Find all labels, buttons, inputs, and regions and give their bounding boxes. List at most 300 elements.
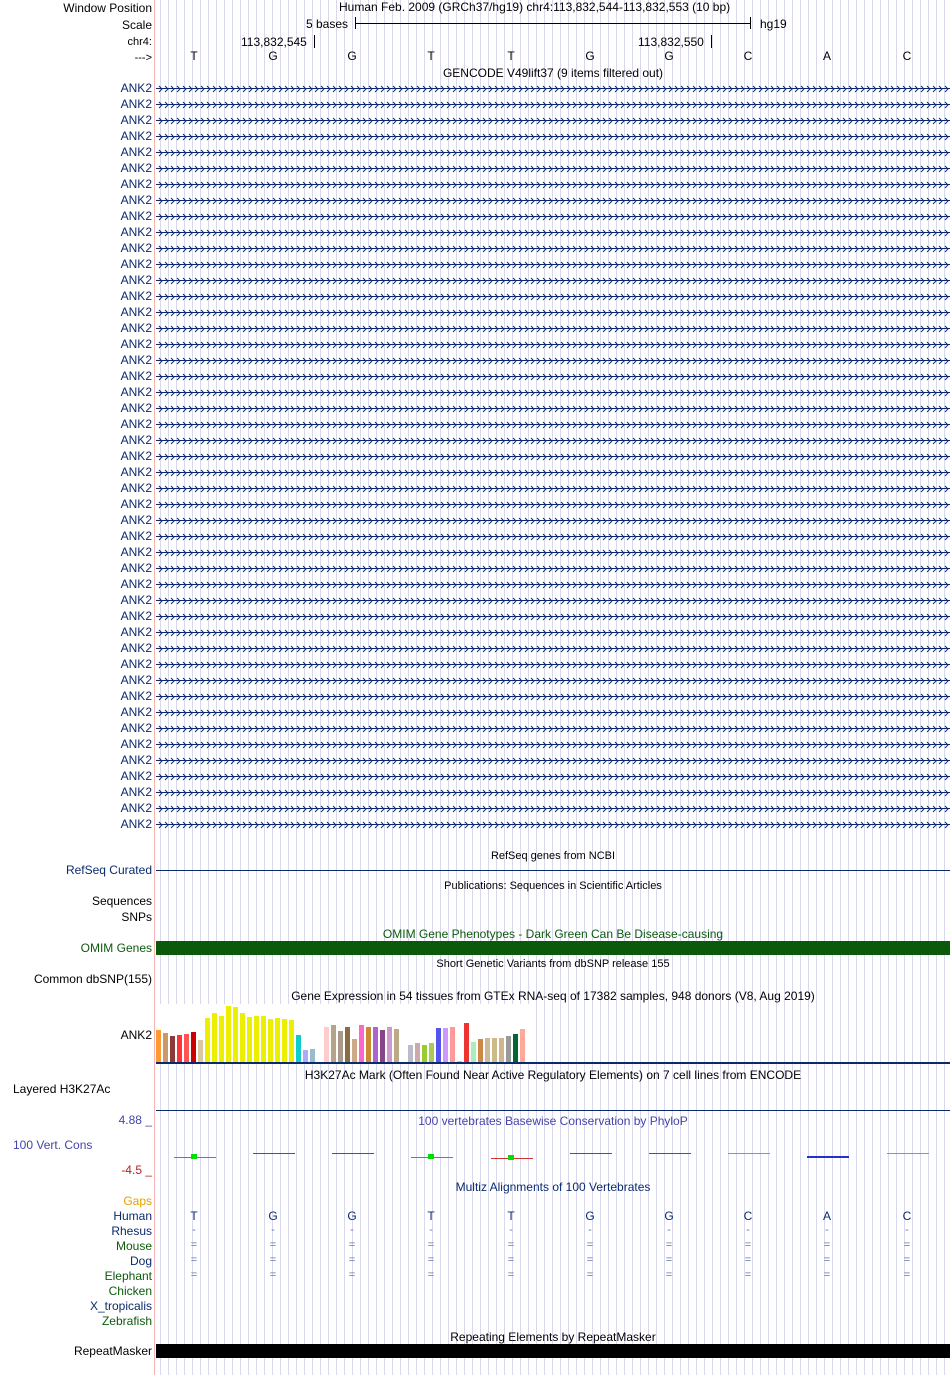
gencode-strand-arrows[interactable] — [158, 789, 950, 797]
gencode-gene-label[interactable]: ANK2 — [120, 513, 152, 527]
alignment-mark: = — [507, 1254, 515, 1266]
gencode-gene-label[interactable]: ANK2 — [120, 769, 152, 783]
gencode-strand-arrows[interactable] — [158, 757, 950, 765]
alignment-mark: - — [271, 1224, 275, 1236]
grid-line — [944, 0, 945, 1375]
phylop-track-title[interactable]: 100 vertebrates Basewise Conservation by PhyloP — [418, 1114, 688, 1128]
alignment-mark: - — [667, 1224, 671, 1236]
base-G: G — [347, 1209, 357, 1223]
grid-line — [560, 0, 561, 1375]
gencode-gene-label[interactable]: ANK2 — [120, 721, 152, 735]
gencode-strand-arrows[interactable] — [158, 197, 950, 205]
gencode-gene-label[interactable]: ANK2 — [120, 433, 152, 447]
gencode-gene-label[interactable]: ANK2 — [120, 561, 152, 575]
gencode-strand-arrows[interactable] — [158, 693, 950, 701]
phylop-score-peak[interactable] — [191, 1154, 197, 1159]
base-C: C — [902, 1209, 912, 1223]
gencode-gene-label[interactable]: ANK2 — [120, 529, 152, 543]
scale-bar-right-tick — [750, 17, 751, 29]
gtex-tissue-bar[interactable] — [198, 1040, 203, 1062]
phylop-score-mark[interactable] — [332, 1153, 374, 1154]
omim-track-label[interactable]: OMIM Genes — [80, 941, 152, 955]
gencode-gene-label[interactable]: ANK2 — [120, 257, 152, 271]
grid-line — [216, 0, 217, 1375]
gtex-tissue-bar[interactable] — [492, 1038, 497, 1062]
gtex-tissue-bar[interactable] — [366, 1027, 371, 1062]
gencode-gene-label[interactable]: ANK2 — [120, 657, 152, 671]
gencode-strand-arrows[interactable] — [158, 181, 950, 189]
sidebar-separator — [154, 0, 155, 1375]
alignment-mark: = — [348, 1239, 356, 1251]
grid-line — [344, 0, 345, 1375]
base-C: C — [743, 1209, 753, 1223]
gencode-strand-arrows[interactable] — [158, 581, 950, 589]
gtex-tissue-bar[interactable] — [394, 1029, 399, 1062]
alignment-mark: = — [586, 1254, 594, 1266]
gtex-tissue-bar[interactable] — [191, 1032, 196, 1062]
grid-line — [392, 0, 393, 1375]
gtex-tissue-bar[interactable] — [310, 1049, 315, 1062]
repeatmasker-track-label[interactable]: RepeatMasker — [73, 1344, 152, 1358]
grid-line — [536, 0, 537, 1375]
gencode-gene-label[interactable]: ANK2 — [120, 417, 152, 431]
alignment-mark: = — [823, 1269, 831, 1281]
dbsnp-track-title[interactable]: Short Genetic Variants from dbSNP release 155 — [436, 958, 670, 970]
omim-feature-bar[interactable] — [156, 941, 950, 955]
base-G: G — [268, 49, 278, 63]
grid-line — [504, 0, 505, 1375]
phylop-track-label[interactable]: 100 Vert. Cons — [13, 1138, 93, 1152]
gencode-track-title[interactable]: GENCODE V49lift37 (9 items filtered out) — [442, 66, 664, 80]
gencode-gene-label[interactable]: ANK2 — [120, 273, 152, 287]
gencode-gene-label[interactable]: ANK2 — [120, 353, 152, 367]
gencode-strand-arrows[interactable] — [158, 677, 950, 685]
grid-line — [792, 0, 793, 1375]
gencode-strand-arrows[interactable] — [158, 501, 950, 509]
gencode-gene-label[interactable]: ANK2 — [120, 193, 152, 207]
phylop-score-negative[interactable] — [807, 1156, 849, 1158]
gencode-gene-label[interactable]: ANK2 — [120, 545, 152, 559]
phylop-score-mark[interactable] — [728, 1153, 770, 1154]
grid-line — [304, 0, 305, 1375]
gtex-tissue-bar[interactable] — [422, 1045, 427, 1062]
dbsnp-track-label[interactable]: Common dbSNP(155) — [33, 972, 152, 986]
grid-line — [728, 0, 729, 1375]
alignment-mark: = — [190, 1254, 198, 1266]
multiz-species-label[interactable]: Chicken — [108, 1284, 152, 1298]
gtex-tissue-bar[interactable] — [261, 1016, 266, 1062]
h3k27ac-track-label[interactable]: Layered H3K27Ac — [13, 1082, 111, 1096]
gtex-tissue-bar[interactable] — [303, 1050, 308, 1062]
gtex-tissue-bar[interactable] — [254, 1016, 259, 1062]
multiz-species-label[interactable]: Zebrafish — [101, 1314, 152, 1328]
grid-line — [848, 0, 849, 1375]
gencode-strand-arrows[interactable] — [158, 773, 950, 781]
grid-line — [800, 0, 801, 1375]
multiz-species-label[interactable]: Mouse — [115, 1239, 152, 1253]
gencode-strand-arrows[interactable] — [158, 149, 950, 157]
gencode-strand-arrows[interactable] — [158, 341, 950, 349]
gencode-gene-label[interactable]: ANK2 — [120, 801, 152, 815]
grid-line — [440, 0, 441, 1375]
phylop-score-mark[interactable] — [887, 1153, 929, 1154]
gtex-tissue-bar[interactable] — [408, 1045, 413, 1062]
repeatmasker-feature-bar[interactable] — [156, 1344, 950, 1358]
base-C: C — [743, 49, 753, 63]
alignment-mark: = — [586, 1239, 594, 1251]
gtex-tissue-bar[interactable] — [499, 1038, 504, 1062]
gencode-strand-arrows[interactable] — [158, 565, 950, 573]
refseq-track-title[interactable]: RefSeq genes from NCBI — [490, 850, 616, 862]
gtex-bars[interactable] — [156, 1004, 532, 1062]
h3k27ac-track-title[interactable]: H3K27Ac Mark (Often Found Near Active Regulatory Elements) on 7 cell lines from ENCODE — [304, 1068, 802, 1082]
phylop-score-peak[interactable] — [508, 1155, 514, 1160]
grid-line — [224, 0, 225, 1375]
grid-line — [856, 0, 857, 1375]
grid-line — [544, 0, 545, 1375]
gencode-gene-label[interactable]: ANK2 — [120, 641, 152, 655]
grid-line — [832, 0, 833, 1375]
gencode-strand-arrows[interactable] — [158, 613, 950, 621]
grid-line — [688, 0, 689, 1375]
multiz-track-title[interactable]: Multiz Alignments of 100 Vertebrates — [455, 1180, 651, 1194]
gtex-tissue-bar[interactable] — [436, 1028, 441, 1062]
gencode-strand-arrows[interactable] — [158, 229, 950, 237]
multiz-species-label[interactable]: Dog — [129, 1254, 152, 1268]
grid-line — [680, 0, 681, 1375]
gencode-strand-arrows[interactable] — [158, 213, 950, 221]
gencode-gene-label[interactable]: ANK2 — [120, 81, 152, 95]
gtex-tissue-bar[interactable] — [338, 1031, 343, 1062]
grid-line — [240, 0, 241, 1375]
grid-line — [296, 0, 297, 1375]
alignment-mark: - — [192, 1224, 196, 1236]
gencode-strand-arrows[interactable] — [158, 453, 950, 461]
gtex-tissue-bar[interactable] — [443, 1028, 448, 1062]
grid-line — [840, 0, 841, 1375]
gencode-strand-arrows[interactable] — [158, 805, 950, 813]
gencode-strand-arrows[interactable] — [158, 309, 950, 317]
gencode-gene-label[interactable]: ANK2 — [120, 705, 152, 719]
grid-line — [616, 0, 617, 1375]
gencode-strand-arrows[interactable] — [158, 485, 950, 493]
alignment-mark: - — [746, 1224, 750, 1236]
gtex-tissue-bar[interactable] — [513, 1034, 518, 1062]
gencode-strand-arrows[interactable] — [158, 421, 950, 429]
scale-bar — [355, 23, 751, 24]
gencode-gene-label[interactable]: ANK2 — [120, 209, 152, 223]
grid-line — [640, 0, 641, 1375]
gtex-tissue-bar[interactable] — [289, 1020, 294, 1062]
gtex-tissue-bar[interactable] — [464, 1023, 469, 1062]
gencode-strand-arrows[interactable] — [158, 469, 950, 477]
grid-line — [184, 0, 185, 1375]
base-C: C — [902, 49, 912, 63]
phylop-score-peak[interactable] — [428, 1154, 434, 1159]
grid-line — [760, 0, 761, 1375]
grid-line — [312, 0, 313, 1375]
phylop-score-mark[interactable] — [253, 1153, 295, 1154]
base-G: G — [268, 1209, 278, 1223]
alignment-mark: = — [823, 1254, 831, 1266]
gtex-tissue-bar[interactable] — [212, 1013, 217, 1062]
window-position-label: Window Position — [63, 1, 152, 15]
omim-track-title[interactable]: OMIM Gene Phenotypes - Dark Green Can Be Disease-causing — [382, 927, 724, 941]
grid-line — [328, 0, 329, 1375]
grid-line — [352, 0, 353, 1375]
multiz-species-label[interactable]: X_tropicalis — [89, 1299, 152, 1313]
gtex-tissue-bar[interactable] — [429, 1043, 434, 1062]
grid-line — [424, 0, 425, 1375]
gencode-gene-label[interactable]: ANK2 — [120, 113, 152, 127]
gencode-strand-arrows[interactable] — [158, 101, 950, 109]
gtex-tissue-bar[interactable] — [275, 1018, 280, 1062]
gencode-gene-label[interactable]: ANK2 — [120, 577, 152, 591]
alignment-mark: = — [665, 1269, 673, 1281]
gtex-tissue-bar[interactable] — [506, 1036, 511, 1062]
phylop-score-mark[interactable] — [570, 1153, 612, 1154]
gencode-strand-arrows[interactable] — [158, 549, 950, 557]
gencode-strand-arrows[interactable] — [158, 405, 950, 413]
base-T: T — [190, 1209, 198, 1223]
gencode-strand-arrows[interactable] — [158, 533, 950, 541]
alignment-mark: - — [588, 1224, 592, 1236]
grid-line — [448, 0, 449, 1375]
gencode-gene-label[interactable]: ANK2 — [120, 289, 152, 303]
gencode-strand-arrows[interactable] — [158, 597, 950, 605]
alignment-mark: = — [903, 1254, 911, 1266]
alignment-mark: - — [905, 1224, 909, 1236]
gencode-strand-arrows[interactable] — [158, 517, 950, 525]
gtex-tissue-bar[interactable] — [380, 1030, 385, 1062]
scale-text: 5 bases — [306, 17, 349, 31]
gtex-tissue-bar[interactable] — [282, 1019, 287, 1062]
gencode-strand-arrows[interactable] — [158, 293, 950, 301]
gencode-strand-arrows[interactable] — [158, 725, 950, 733]
alignment-mark: = — [427, 1254, 435, 1266]
gencode-strand-arrows[interactable] — [158, 325, 950, 333]
grid-line — [376, 0, 377, 1375]
gencode-strand-arrows[interactable] — [158, 709, 950, 717]
gtex-tissue-bar[interactable] — [520, 1029, 525, 1062]
grid-line — [768, 0, 769, 1375]
gencode-gene-label[interactable]: ANK2 — [120, 369, 152, 383]
grid-line — [528, 0, 529, 1375]
grid-line — [776, 0, 777, 1375]
refseq-line[interactable] — [156, 870, 950, 871]
publications-track-title[interactable]: Publications: Sequences in Scientific Articles — [444, 880, 662, 892]
gencode-strand-arrows[interactable] — [158, 165, 950, 173]
gencode-strand-arrows[interactable] — [158, 245, 950, 253]
gencode-gene-label[interactable]: ANK2 — [120, 129, 152, 143]
gtex-tissue-bar[interactable] — [205, 1018, 210, 1062]
gencode-gene-label[interactable]: ANK2 — [120, 449, 152, 463]
gencode-gene-label[interactable]: ANK2 — [120, 305, 152, 319]
multiz-species-label[interactable]: Elephant — [104, 1269, 152, 1283]
gencode-gene-label[interactable]: ANK2 — [120, 593, 152, 607]
grid-line — [320, 0, 321, 1375]
gencode-strand-arrows[interactable] — [158, 389, 950, 397]
alignment-mark: = — [744, 1254, 752, 1266]
grid-line — [456, 0, 457, 1375]
base-A: A — [822, 1209, 831, 1223]
grid-line — [208, 0, 209, 1375]
alignment-mark: = — [903, 1239, 911, 1251]
grid-line — [568, 0, 569, 1375]
gencode-gene-label[interactable]: ANK2 — [120, 385, 152, 399]
gencode-strand-arrows[interactable] — [158, 821, 950, 829]
grid-line — [200, 0, 201, 1375]
gencode-gene-label[interactable]: ANK2 — [120, 673, 152, 687]
gtex-tissue-bar[interactable] — [485, 1038, 490, 1062]
gtex-tissue-bar[interactable] — [450, 1027, 455, 1062]
base-G: G — [585, 1209, 595, 1223]
gtex-tissue-bar[interactable] — [415, 1043, 420, 1062]
gtex-tissue-bar[interactable] — [268, 1019, 273, 1062]
alignment-mark: = — [665, 1239, 673, 1251]
grid-line — [264, 0, 265, 1375]
gencode-strand-arrows[interactable] — [158, 373, 950, 381]
refseq-track-label[interactable]: RefSeq Curated — [65, 863, 152, 877]
base-T: T — [507, 1209, 515, 1223]
gtex-tissue-bar[interactable] — [226, 1006, 231, 1062]
gtex-tissue-bar[interactable] — [373, 1027, 378, 1062]
coord-right: 113,832,550 — [638, 35, 704, 49]
alignment-mark: = — [665, 1254, 673, 1266]
publications-snps-label[interactable]: SNPs — [121, 910, 152, 924]
base-T: T — [427, 1209, 435, 1223]
gencode-gene-label[interactable]: ANK2 — [120, 161, 152, 175]
gencode-gene-label[interactable]: ANK2 — [120, 737, 152, 751]
multiz-species-label[interactable]: Gaps — [123, 1194, 152, 1208]
grid-line — [608, 0, 609, 1375]
gencode-gene-label[interactable]: ANK2 — [120, 689, 152, 703]
grid-line — [488, 0, 489, 1375]
gtex-bar-area[interactable] — [156, 1004, 532, 1062]
grid-line — [496, 0, 497, 1375]
alignment-mark: = — [348, 1254, 356, 1266]
h3k27ac-baseline — [156, 1110, 950, 1111]
grid-line — [648, 0, 649, 1375]
gencode-strand-arrows[interactable] — [158, 629, 950, 637]
base-G: G — [664, 1209, 674, 1223]
grid-line — [272, 0, 273, 1375]
gtex-tissue-bar[interactable] — [478, 1039, 483, 1062]
gtex-tissue-bar[interactable] — [352, 1039, 357, 1062]
gencode-strand-arrows[interactable] — [158, 741, 950, 749]
gencode-gene-label[interactable]: ANK2 — [120, 817, 152, 831]
grid-line — [872, 0, 873, 1375]
gencode-strand-arrows[interactable] — [158, 277, 950, 285]
gencode-gene-label[interactable]: ANK2 — [120, 225, 152, 239]
gencode-strand-arrows[interactable] — [158, 357, 950, 365]
scale-label: Scale — [121, 18, 152, 32]
gtex-tissue-bar[interactable] — [240, 1013, 245, 1062]
gencode-gene-label[interactable]: ANK2 — [120, 625, 152, 639]
grid-line — [704, 0, 705, 1375]
gencode-gene-label[interactable]: ANK2 — [120, 97, 152, 111]
gtex-tissue-bar[interactable] — [296, 1035, 301, 1062]
gtex-tissue-bar[interactable] — [324, 1027, 329, 1062]
grid-line — [432, 0, 433, 1375]
gencode-gene-label[interactable]: ANK2 — [120, 177, 152, 191]
gtex-tissue-bar[interactable] — [170, 1036, 175, 1062]
grid-line — [576, 0, 577, 1375]
gtex-tissue-bar[interactable] — [471, 1042, 476, 1062]
gencode-gene-label[interactable]: ANK2 — [120, 609, 152, 623]
gtex-tissue-bar[interactable] — [219, 1016, 224, 1062]
gencode-strand-arrows[interactable] — [158, 437, 950, 445]
grid-line — [904, 0, 905, 1375]
grid-line — [656, 0, 657, 1375]
gtex-tissue-bar[interactable] — [359, 1025, 364, 1062]
gtex-tissue-bar[interactable] — [177, 1035, 182, 1062]
gencode-gene-label[interactable]: ANK2 — [120, 481, 152, 495]
gencode-strand-arrows[interactable] — [158, 661, 950, 669]
grid-line — [360, 0, 361, 1375]
gtex-tissue-bar[interactable] — [163, 1033, 168, 1062]
repeatmasker-track-title[interactable]: Repeating Elements by RepeatMasker — [450, 1330, 656, 1344]
gencode-strand-arrows[interactable] — [158, 85, 950, 93]
grid-line — [248, 0, 249, 1375]
gencode-strand-arrows[interactable] — [158, 645, 950, 653]
gencode-gene-label[interactable]: ANK2 — [120, 401, 152, 415]
gencode-gene-label[interactable]: ANK2 — [120, 321, 152, 335]
gencode-gene-label[interactable]: ANK2 — [120, 337, 152, 351]
gencode-gene-label[interactable]: ANK2 — [120, 497, 152, 511]
grid-line — [712, 0, 713, 1375]
coord-right-tick — [711, 35, 712, 48]
gtex-track-label[interactable]: ANK2 — [120, 1028, 152, 1042]
grid-line — [584, 0, 585, 1375]
gencode-gene-label[interactable]: ANK2 — [120, 465, 152, 479]
gtex-tissue-bar[interactable] — [233, 1007, 238, 1062]
gencode-gene-label[interactable]: ANK2 — [120, 785, 152, 799]
grid-line — [744, 0, 745, 1375]
gencode-strand-arrows[interactable] — [158, 117, 950, 125]
gencode-strand-arrows[interactable] — [158, 133, 950, 141]
gencode-gene-label[interactable]: ANK2 — [120, 145, 152, 159]
alignment-mark: - — [350, 1224, 354, 1236]
publications-sequences-label[interactable]: Sequences — [91, 894, 152, 908]
grid-line — [176, 0, 177, 1375]
gencode-strand-arrows[interactable] — [158, 261, 950, 269]
phylop-score-mark[interactable] — [649, 1153, 691, 1154]
gtex-tissue-bar[interactable] — [247, 1017, 252, 1062]
grid-line — [928, 0, 929, 1375]
grid-line — [520, 0, 521, 1375]
grid-line — [736, 0, 737, 1375]
gtex-tissue-bar[interactable] — [184, 1034, 189, 1062]
gtex-track-title[interactable]: Gene Expression in 54 tissues from GTEx RNA-seq of 17382 samples, 948 donors (V8, Aug 2019) — [291, 989, 815, 1003]
alignment-mark: - — [825, 1224, 829, 1236]
gtex-tissue-bar[interactable] — [387, 1027, 392, 1062]
grid-line — [232, 0, 233, 1375]
alignment-mark: - — [509, 1224, 513, 1236]
multiz-species-label[interactable]: Rhesus — [111, 1224, 152, 1238]
chrom-label: chr4: — [127, 36, 152, 48]
multiz-species-label[interactable]: Human — [113, 1209, 152, 1223]
alignment-mark: = — [348, 1269, 356, 1281]
gtex-tissue-bar[interactable] — [331, 1025, 336, 1062]
gtex-tissue-bar[interactable] — [345, 1027, 350, 1062]
strand-arrow-label: ---> — [134, 52, 152, 64]
gencode-gene-label[interactable]: ANK2 — [120, 241, 152, 255]
grid-line — [280, 0, 281, 1375]
gtex-tissue-bar[interactable] — [156, 1030, 161, 1062]
gencode-gene-label[interactable]: ANK2 — [120, 753, 152, 767]
grid-line — [384, 0, 385, 1375]
